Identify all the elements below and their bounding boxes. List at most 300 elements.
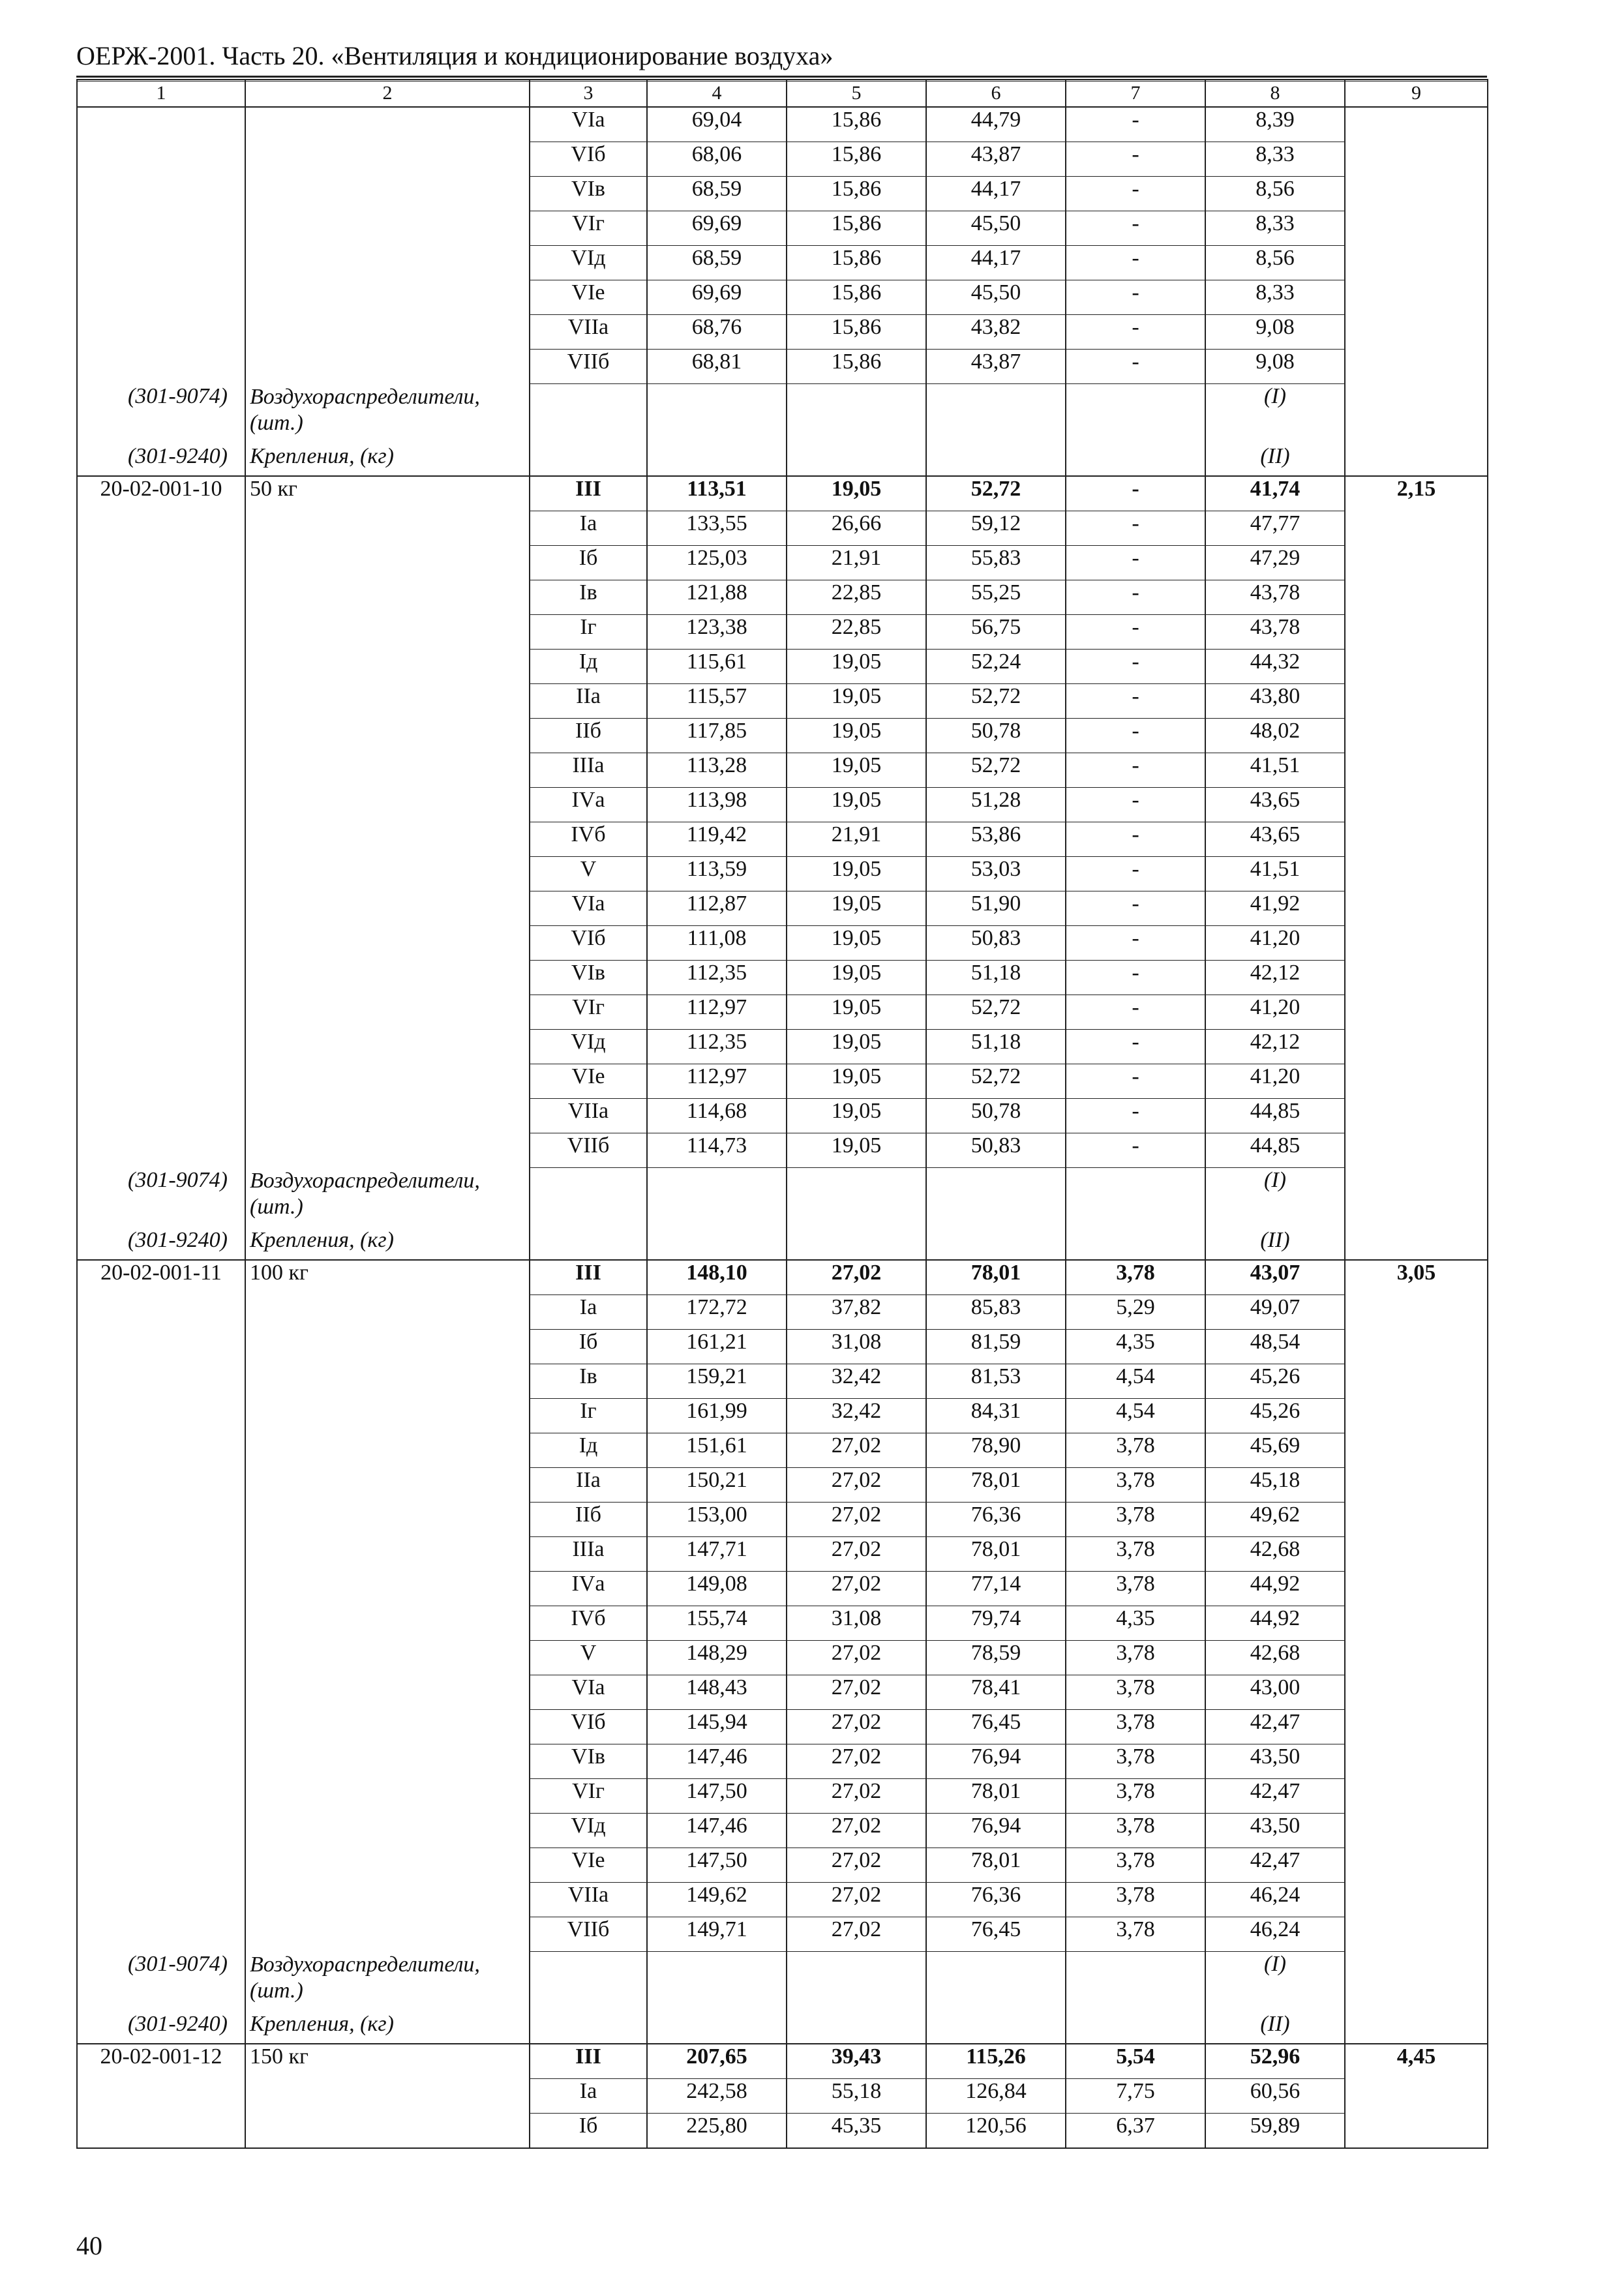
table-cell-col-2 — [245, 280, 530, 315]
table-cell-col-2 — [245, 1848, 530, 1883]
table-cell-col-9 — [1345, 1883, 1488, 1917]
table-cell-col-7: - — [1066, 546, 1205, 580]
table-cell-col-7: - — [1066, 350, 1205, 384]
table-cell-col-8: 8,33 — [1205, 211, 1345, 246]
table-cell-col-3 — [530, 2012, 647, 2044]
table-cell-col-6: 45,50 — [926, 211, 1066, 246]
table-cell-col-2 — [245, 1883, 530, 1917]
table-cell-col-9 — [1345, 1952, 1488, 2012]
table-cell-col-5: 19,05 — [787, 476, 926, 511]
table-cell-col-9 — [1345, 1641, 1488, 1675]
table-cell-col-4: 68,76 — [647, 315, 787, 350]
table-cell-col-7 — [1066, 1168, 1205, 1229]
table-cell-col-2: Воздухораспределители, (шт.) — [245, 1168, 530, 1229]
table-cell-col-7: - — [1066, 476, 1205, 511]
table-row — [77, 142, 1488, 177]
table-cell-col-5: 27,02 — [787, 1260, 926, 1295]
table-cell-col-1: (301-9240) — [77, 2012, 245, 2044]
column-header: 3 — [530, 80, 647, 107]
table-cell-col-1 — [77, 246, 245, 280]
table-cell-col-6: 55,83 — [926, 546, 1066, 580]
table-cell-col-2 — [245, 580, 530, 615]
table-row — [77, 1330, 1488, 1364]
table-cell-col-5: 15,86 — [787, 107, 926, 142]
table-cell-col-7: 7,75 — [1066, 2079, 1205, 2114]
table-cell-col-6: 78,59 — [926, 1641, 1066, 1675]
table-cell-col-5: 39,43 — [787, 2044, 926, 2079]
table-cell-col-6: 52,72 — [926, 476, 1066, 511]
table-cell-col-8: (II) — [1205, 1228, 1345, 1260]
table-cell-col-9 — [1345, 1468, 1488, 1503]
table-cell-col-7: - — [1066, 995, 1205, 1030]
table-row — [77, 107, 1488, 142]
table-cell-col-6 — [926, 1168, 1066, 1229]
table-cell-col-1 — [77, 719, 245, 753]
table-cell-col-6: 126,84 — [926, 2079, 1066, 2114]
table-cell-col-5: 19,05 — [787, 961, 926, 995]
table-cell-col-9 — [1345, 650, 1488, 684]
table-cell-col-4: 159,21 — [647, 1364, 787, 1399]
table-cell-col-4: 147,50 — [647, 1779, 787, 1814]
table-cell-col-6: 50,83 — [926, 1133, 1066, 1168]
table-cell-col-7: - — [1066, 788, 1205, 822]
table-cell-col-4: 111,08 — [647, 926, 787, 961]
table-cell-col-9 — [1345, 1606, 1488, 1641]
table-cell-col-4: 115,57 — [647, 684, 787, 719]
table-cell-col-6: 76,94 — [926, 1814, 1066, 1848]
table-cell-col-8: 41,51 — [1205, 753, 1345, 788]
table-cell-col-7: 4,54 — [1066, 1399, 1205, 1433]
column-header: 7 — [1066, 80, 1205, 107]
table-cell-col-2 — [245, 1330, 530, 1364]
table-cell-col-4 — [647, 1168, 787, 1229]
table-cell-col-7: - — [1066, 280, 1205, 315]
table-cell-col-2 — [245, 615, 530, 650]
table-cell-col-3 — [530, 1952, 647, 2012]
table-row — [77, 1364, 1488, 1399]
table-cell-col-3: IIа — [530, 1468, 647, 1503]
table-row — [77, 788, 1488, 822]
table-cell-col-4 — [647, 1228, 787, 1260]
page-number: 40 — [76, 2231, 102, 2260]
table-cell-col-9 — [1345, 1744, 1488, 1779]
table-cell-col-7: 3,78 — [1066, 1917, 1205, 1952]
table-cell-col-7: - — [1066, 107, 1205, 142]
table-cell-col-3 — [530, 384, 647, 445]
table-cell-col-5: 19,05 — [787, 788, 926, 822]
table-cell-col-3: VIв — [530, 177, 647, 211]
table-cell-col-8: 49,07 — [1205, 1295, 1345, 1330]
table-row — [77, 1883, 1488, 1917]
table-cell-col-7: - — [1066, 961, 1205, 995]
table-cell-col-2: Воздухораспределители, (шт.) — [245, 1952, 530, 2012]
table-row — [77, 1295, 1488, 1330]
table-cell-col-8: 8,56 — [1205, 177, 1345, 211]
table-cell-col-1: 20-02-001-11 — [77, 1260, 245, 1295]
table-cell-col-6: 43,87 — [926, 142, 1066, 177]
table-cell-col-5: 31,08 — [787, 1606, 926, 1641]
table-cell-col-4: 151,61 — [647, 1433, 787, 1468]
table-cell-col-3: IVб — [530, 822, 647, 857]
table-cell-col-3: VIа — [530, 1675, 647, 1710]
table-cell-col-9 — [1345, 384, 1488, 445]
table-row — [77, 1606, 1488, 1641]
table-cell-col-2 — [245, 719, 530, 753]
table-cell-col-6: 55,25 — [926, 580, 1066, 615]
table-cell-col-1 — [77, 1572, 245, 1606]
table-row — [77, 753, 1488, 788]
table-cell-col-7: 3,78 — [1066, 1260, 1205, 1295]
table-cell-col-6: 78,01 — [926, 1468, 1066, 1503]
resource-note-row — [77, 1228, 1488, 1260]
table-cell-col-1 — [77, 177, 245, 211]
table-cell-col-6: 79,74 — [926, 1606, 1066, 1641]
table-cell-col-8: 52,96 — [1205, 2044, 1345, 2079]
table-cell-col-7: 3,78 — [1066, 1537, 1205, 1572]
table-cell-col-1 — [77, 280, 245, 315]
table-cell-col-9: 2,15 — [1345, 476, 1488, 511]
table-row — [77, 246, 1488, 280]
table-cell-col-1 — [77, 1503, 245, 1537]
table-cell-col-3: III — [530, 2044, 647, 2079]
table-cell-col-8: 43,07 — [1205, 1260, 1345, 1295]
resource-note-row — [77, 1952, 1488, 2012]
table-row — [77, 719, 1488, 753]
resource-note-row — [77, 2012, 1488, 2044]
table-cell-col-3: Iб — [530, 2114, 647, 2149]
table-cell-col-8: 44,92 — [1205, 1572, 1345, 1606]
table-cell-col-5: 27,02 — [787, 1503, 926, 1537]
table-cell-col-4: 148,29 — [647, 1641, 787, 1675]
table-cell-col-2 — [245, 650, 530, 684]
table-cell-col-8: 47,29 — [1205, 546, 1345, 580]
table-cell-col-1 — [77, 891, 245, 926]
table-cell-col-6: 43,82 — [926, 315, 1066, 350]
table-cell-col-5: 27,02 — [787, 1848, 926, 1883]
table-cell-col-4: 112,35 — [647, 1030, 787, 1064]
table-cell-col-5 — [787, 2012, 926, 2044]
table-cell-col-2 — [245, 511, 530, 546]
table-cell-col-4: 133,55 — [647, 511, 787, 546]
table-cell-col-4 — [647, 444, 787, 476]
table-cell-col-8: (II) — [1205, 2012, 1345, 2044]
table-cell-col-2 — [245, 1433, 530, 1468]
table-row — [77, 1572, 1488, 1606]
table-cell-col-6: 53,86 — [926, 822, 1066, 857]
table-cell-col-7 — [1066, 1228, 1205, 1260]
table-cell-col-4: 68,81 — [647, 350, 787, 384]
table-cell-col-2 — [245, 1295, 530, 1330]
table-cell-col-3: III — [530, 1260, 647, 1295]
table-cell-col-2 — [245, 1641, 530, 1675]
table-cell-col-7: 6,37 — [1066, 2114, 1205, 2149]
table-row — [77, 1099, 1488, 1133]
table-cell-col-9 — [1345, 1710, 1488, 1744]
table-cell-col-6: 52,24 — [926, 650, 1066, 684]
table-cell-col-2 — [245, 857, 530, 891]
table-cell-col-9 — [1345, 1133, 1488, 1168]
table-cell-col-9 — [1345, 1572, 1488, 1606]
table-cell-col-1: (301-9074) — [77, 1168, 245, 1229]
table-cell-col-9 — [1345, 1030, 1488, 1064]
table-cell-col-5 — [787, 384, 926, 445]
table-cell-col-2 — [245, 961, 530, 995]
table-cell-col-6: 56,75 — [926, 615, 1066, 650]
table-cell-col-1 — [77, 107, 245, 142]
table-cell-col-9 — [1345, 1364, 1488, 1399]
table-cell-col-8: (I) — [1205, 1952, 1345, 2012]
table-cell-col-4: 68,59 — [647, 246, 787, 280]
table-cell-col-3: VIг — [530, 995, 647, 1030]
table-cell-col-7: 3,78 — [1066, 1675, 1205, 1710]
table-cell-col-6: 51,18 — [926, 1030, 1066, 1064]
table-row — [77, 546, 1488, 580]
table-cell-col-1 — [77, 926, 245, 961]
table-cell-col-5: 15,86 — [787, 142, 926, 177]
table-row — [77, 315, 1488, 350]
table-cell-col-8: 49,62 — [1205, 1503, 1345, 1537]
table-cell-col-4: 114,73 — [647, 1133, 787, 1168]
table-cell-col-8: 48,54 — [1205, 1330, 1345, 1364]
table-cell-col-9 — [1345, 788, 1488, 822]
table-cell-col-7: 4,35 — [1066, 1606, 1205, 1641]
table-cell-col-3: VIIб — [530, 1133, 647, 1168]
table-cell-col-8: 9,08 — [1205, 350, 1345, 384]
table-row — [77, 511, 1488, 546]
table-cell-col-2 — [245, 1675, 530, 1710]
table-cell-col-8: 45,18 — [1205, 1468, 1345, 1503]
table-cell-col-5: 19,05 — [787, 1030, 926, 1064]
table-cell-col-8: 45,69 — [1205, 1433, 1345, 1468]
table-cell-col-5: 27,02 — [787, 1641, 926, 1675]
table-cell-col-9 — [1345, 995, 1488, 1030]
table-cell-col-4: 155,74 — [647, 1606, 787, 1641]
table-cell-col-9 — [1345, 684, 1488, 719]
table-cell-col-5: 15,86 — [787, 280, 926, 315]
table-cell-col-3: Iб — [530, 546, 647, 580]
table-row — [77, 280, 1488, 315]
table-cell-col-3 — [530, 1168, 647, 1229]
table-cell-col-9 — [1345, 2012, 1488, 2044]
table-row — [77, 1433, 1488, 1468]
table-cell-col-8: (II) — [1205, 444, 1345, 476]
table-cell-col-9 — [1345, 1399, 1488, 1433]
table-cell-col-2 — [245, 1030, 530, 1064]
table-section-row — [77, 2044, 1488, 2079]
table-cell-col-8: 44,92 — [1205, 1606, 1345, 1641]
table-cell-col-2: Воздухораспределители, (шт.) — [245, 384, 530, 445]
table-cell-col-5: 55,18 — [787, 2079, 926, 2114]
resource-note-row — [77, 444, 1488, 476]
table-cell-col-5: 32,42 — [787, 1364, 926, 1399]
table-cell-col-1 — [77, 142, 245, 177]
table-row — [77, 891, 1488, 926]
table-cell-col-2: Крепления, (кг) — [245, 444, 530, 476]
table-cell-col-7: 3,78 — [1066, 1779, 1205, 1814]
resource-note-row — [77, 384, 1488, 445]
table-cell-col-9 — [1345, 1330, 1488, 1364]
table-cell-col-1 — [77, 1468, 245, 1503]
rates-table — [76, 79, 1488, 2149]
column-header: 8 — [1205, 80, 1345, 107]
table-cell-col-8: 60,56 — [1205, 2079, 1345, 2114]
table-cell-col-7: 5,29 — [1066, 1295, 1205, 1330]
table-cell-col-3: V — [530, 857, 647, 891]
table-cell-col-1 — [77, 1399, 245, 1433]
table-cell-col-9 — [1345, 280, 1488, 315]
table-cell-col-1 — [77, 1064, 245, 1099]
table-row — [77, 1710, 1488, 1744]
table-cell-col-8: 42,68 — [1205, 1537, 1345, 1572]
table-cell-col-3: VIа — [530, 107, 647, 142]
table-cell-col-4 — [647, 1952, 787, 2012]
table-cell-col-3: VIд — [530, 1030, 647, 1064]
table-cell-col-3: IVб — [530, 1606, 647, 1641]
table-cell-col-2 — [245, 142, 530, 177]
table-cell-col-3: IIIа — [530, 753, 647, 788]
table-cell-col-1 — [77, 2114, 245, 2149]
table-cell-col-5: 19,05 — [787, 753, 926, 788]
table-cell-col-9 — [1345, 719, 1488, 753]
table-cell-col-6: 51,90 — [926, 891, 1066, 926]
table-row — [77, 1779, 1488, 1814]
table-cell-col-3: VIг — [530, 211, 647, 246]
table-cell-col-6: 78,01 — [926, 1537, 1066, 1572]
table-cell-col-7: - — [1066, 142, 1205, 177]
table-cell-col-7: 3,78 — [1066, 1572, 1205, 1606]
table-cell-col-9 — [1345, 2079, 1488, 2114]
table-row — [77, 822, 1488, 857]
table-cell-col-4: 148,10 — [647, 1260, 787, 1295]
table-cell-col-6: 52,72 — [926, 684, 1066, 719]
table-cell-col-1 — [77, 1030, 245, 1064]
column-header: 1 — [77, 80, 245, 107]
table-cell-col-7 — [1066, 1952, 1205, 2012]
table-cell-col-3: VIIб — [530, 1917, 647, 1952]
table-cell-col-4: 150,21 — [647, 1468, 787, 1503]
table-cell-col-8: 45,26 — [1205, 1364, 1345, 1399]
table-cell-col-2 — [245, 1537, 530, 1572]
table-cell-col-3: VIв — [530, 1744, 647, 1779]
table-cell-col-3: VIе — [530, 280, 647, 315]
table-cell-col-2 — [245, 1468, 530, 1503]
table-cell-col-4: 68,59 — [647, 177, 787, 211]
table-cell-col-1 — [77, 511, 245, 546]
table-cell-col-1 — [77, 1779, 245, 1814]
table-cell-col-9 — [1345, 1099, 1488, 1133]
table-cell-col-8: 41,20 — [1205, 1064, 1345, 1099]
table-cell-col-6: 85,83 — [926, 1295, 1066, 1330]
table-cell-col-7: 5,54 — [1066, 2044, 1205, 2079]
table-cell-col-3: Iв — [530, 580, 647, 615]
table-cell-col-7: - — [1066, 719, 1205, 753]
table-cell-col-5: 27,02 — [787, 1675, 926, 1710]
table-cell-col-5: 37,82 — [787, 1295, 926, 1330]
table-row — [77, 1641, 1488, 1675]
table-cell-col-6: 78,01 — [926, 1779, 1066, 1814]
table-cell-col-4: 125,03 — [647, 546, 787, 580]
table-cell-col-7: - — [1066, 684, 1205, 719]
table-cell-col-5: 19,05 — [787, 1064, 926, 1099]
table-cell-col-2 — [245, 1779, 530, 1814]
table-cell-col-8: 42,47 — [1205, 1710, 1345, 1744]
table-cell-col-6: 81,53 — [926, 1364, 1066, 1399]
table-cell-col-3: VIIб — [530, 350, 647, 384]
table-cell-col-7: - — [1066, 891, 1205, 926]
table-cell-col-5: 27,02 — [787, 1779, 926, 1814]
table-cell-col-5: 27,02 — [787, 1814, 926, 1848]
table-row — [77, 1814, 1488, 1848]
table-cell-col-9 — [1345, 1537, 1488, 1572]
table-cell-col-3: Iб — [530, 1330, 647, 1364]
table-cell-col-8: 43,78 — [1205, 615, 1345, 650]
table-cell-col-6: 59,12 — [926, 511, 1066, 546]
table-cell-col-4: 147,71 — [647, 1537, 787, 1572]
table-row — [77, 580, 1488, 615]
table-cell-col-6: 78,01 — [926, 1260, 1066, 1295]
table-cell-col-8: 8,56 — [1205, 246, 1345, 280]
table-cell-col-6 — [926, 1952, 1066, 2012]
table-cell-col-5: 27,02 — [787, 1537, 926, 1572]
table-cell-col-1 — [77, 1641, 245, 1675]
table-row — [77, 1917, 1488, 1952]
table-cell-col-2 — [245, 246, 530, 280]
table-section-row — [77, 476, 1488, 511]
table-cell-col-1: 20-02-001-10 — [77, 476, 245, 511]
table-cell-col-7: 3,78 — [1066, 1468, 1205, 1503]
table-cell-col-7: 3,78 — [1066, 1814, 1205, 1848]
table-cell-col-6: 76,94 — [926, 1744, 1066, 1779]
table-cell-col-3: V — [530, 1641, 647, 1675]
table-cell-col-2 — [245, 1099, 530, 1133]
table-cell-col-2 — [245, 1133, 530, 1168]
table-cell-col-5: 22,85 — [787, 615, 926, 650]
table-cell-col-8: 41,20 — [1205, 995, 1345, 1030]
table-cell-col-3: Iд — [530, 650, 647, 684]
table-cell-col-7: 4,54 — [1066, 1364, 1205, 1399]
table-cell-col-8: 46,24 — [1205, 1917, 1345, 1952]
table-cell-col-8: 43,50 — [1205, 1814, 1345, 1848]
table-cell-col-7: 3,78 — [1066, 1641, 1205, 1675]
table-row — [77, 350, 1488, 384]
table-cell-col-6: 53,03 — [926, 857, 1066, 891]
table-cell-col-8: 8,33 — [1205, 142, 1345, 177]
table-cell-col-6: 50,78 — [926, 719, 1066, 753]
table-cell-col-8: 8,33 — [1205, 280, 1345, 315]
table-cell-col-4 — [647, 384, 787, 445]
table-cell-col-7: - — [1066, 857, 1205, 891]
table-cell-col-3: VIе — [530, 1848, 647, 1883]
table-row — [77, 684, 1488, 719]
table-cell-col-5: 19,05 — [787, 1099, 926, 1133]
table-cell-col-5: 31,08 — [787, 1330, 926, 1364]
table-cell-col-4: 69,69 — [647, 280, 787, 315]
column-header: 5 — [787, 80, 926, 107]
table-cell-col-2 — [245, 350, 530, 384]
table-cell-col-5: 15,86 — [787, 246, 926, 280]
table-cell-col-1 — [77, 753, 245, 788]
table-cell-col-3: Iв — [530, 1364, 647, 1399]
table-cell-col-4: 123,38 — [647, 615, 787, 650]
column-header: 6 — [926, 80, 1066, 107]
table-cell-col-2 — [245, 1814, 530, 1848]
table-cell-col-6: 45,50 — [926, 280, 1066, 315]
table-cell-col-5: 27,02 — [787, 1710, 926, 1744]
table-cell-col-9 — [1345, 1917, 1488, 1952]
table-cell-col-7: - — [1066, 177, 1205, 211]
table-cell-col-2 — [245, 1606, 530, 1641]
header-rule — [76, 76, 1487, 78]
